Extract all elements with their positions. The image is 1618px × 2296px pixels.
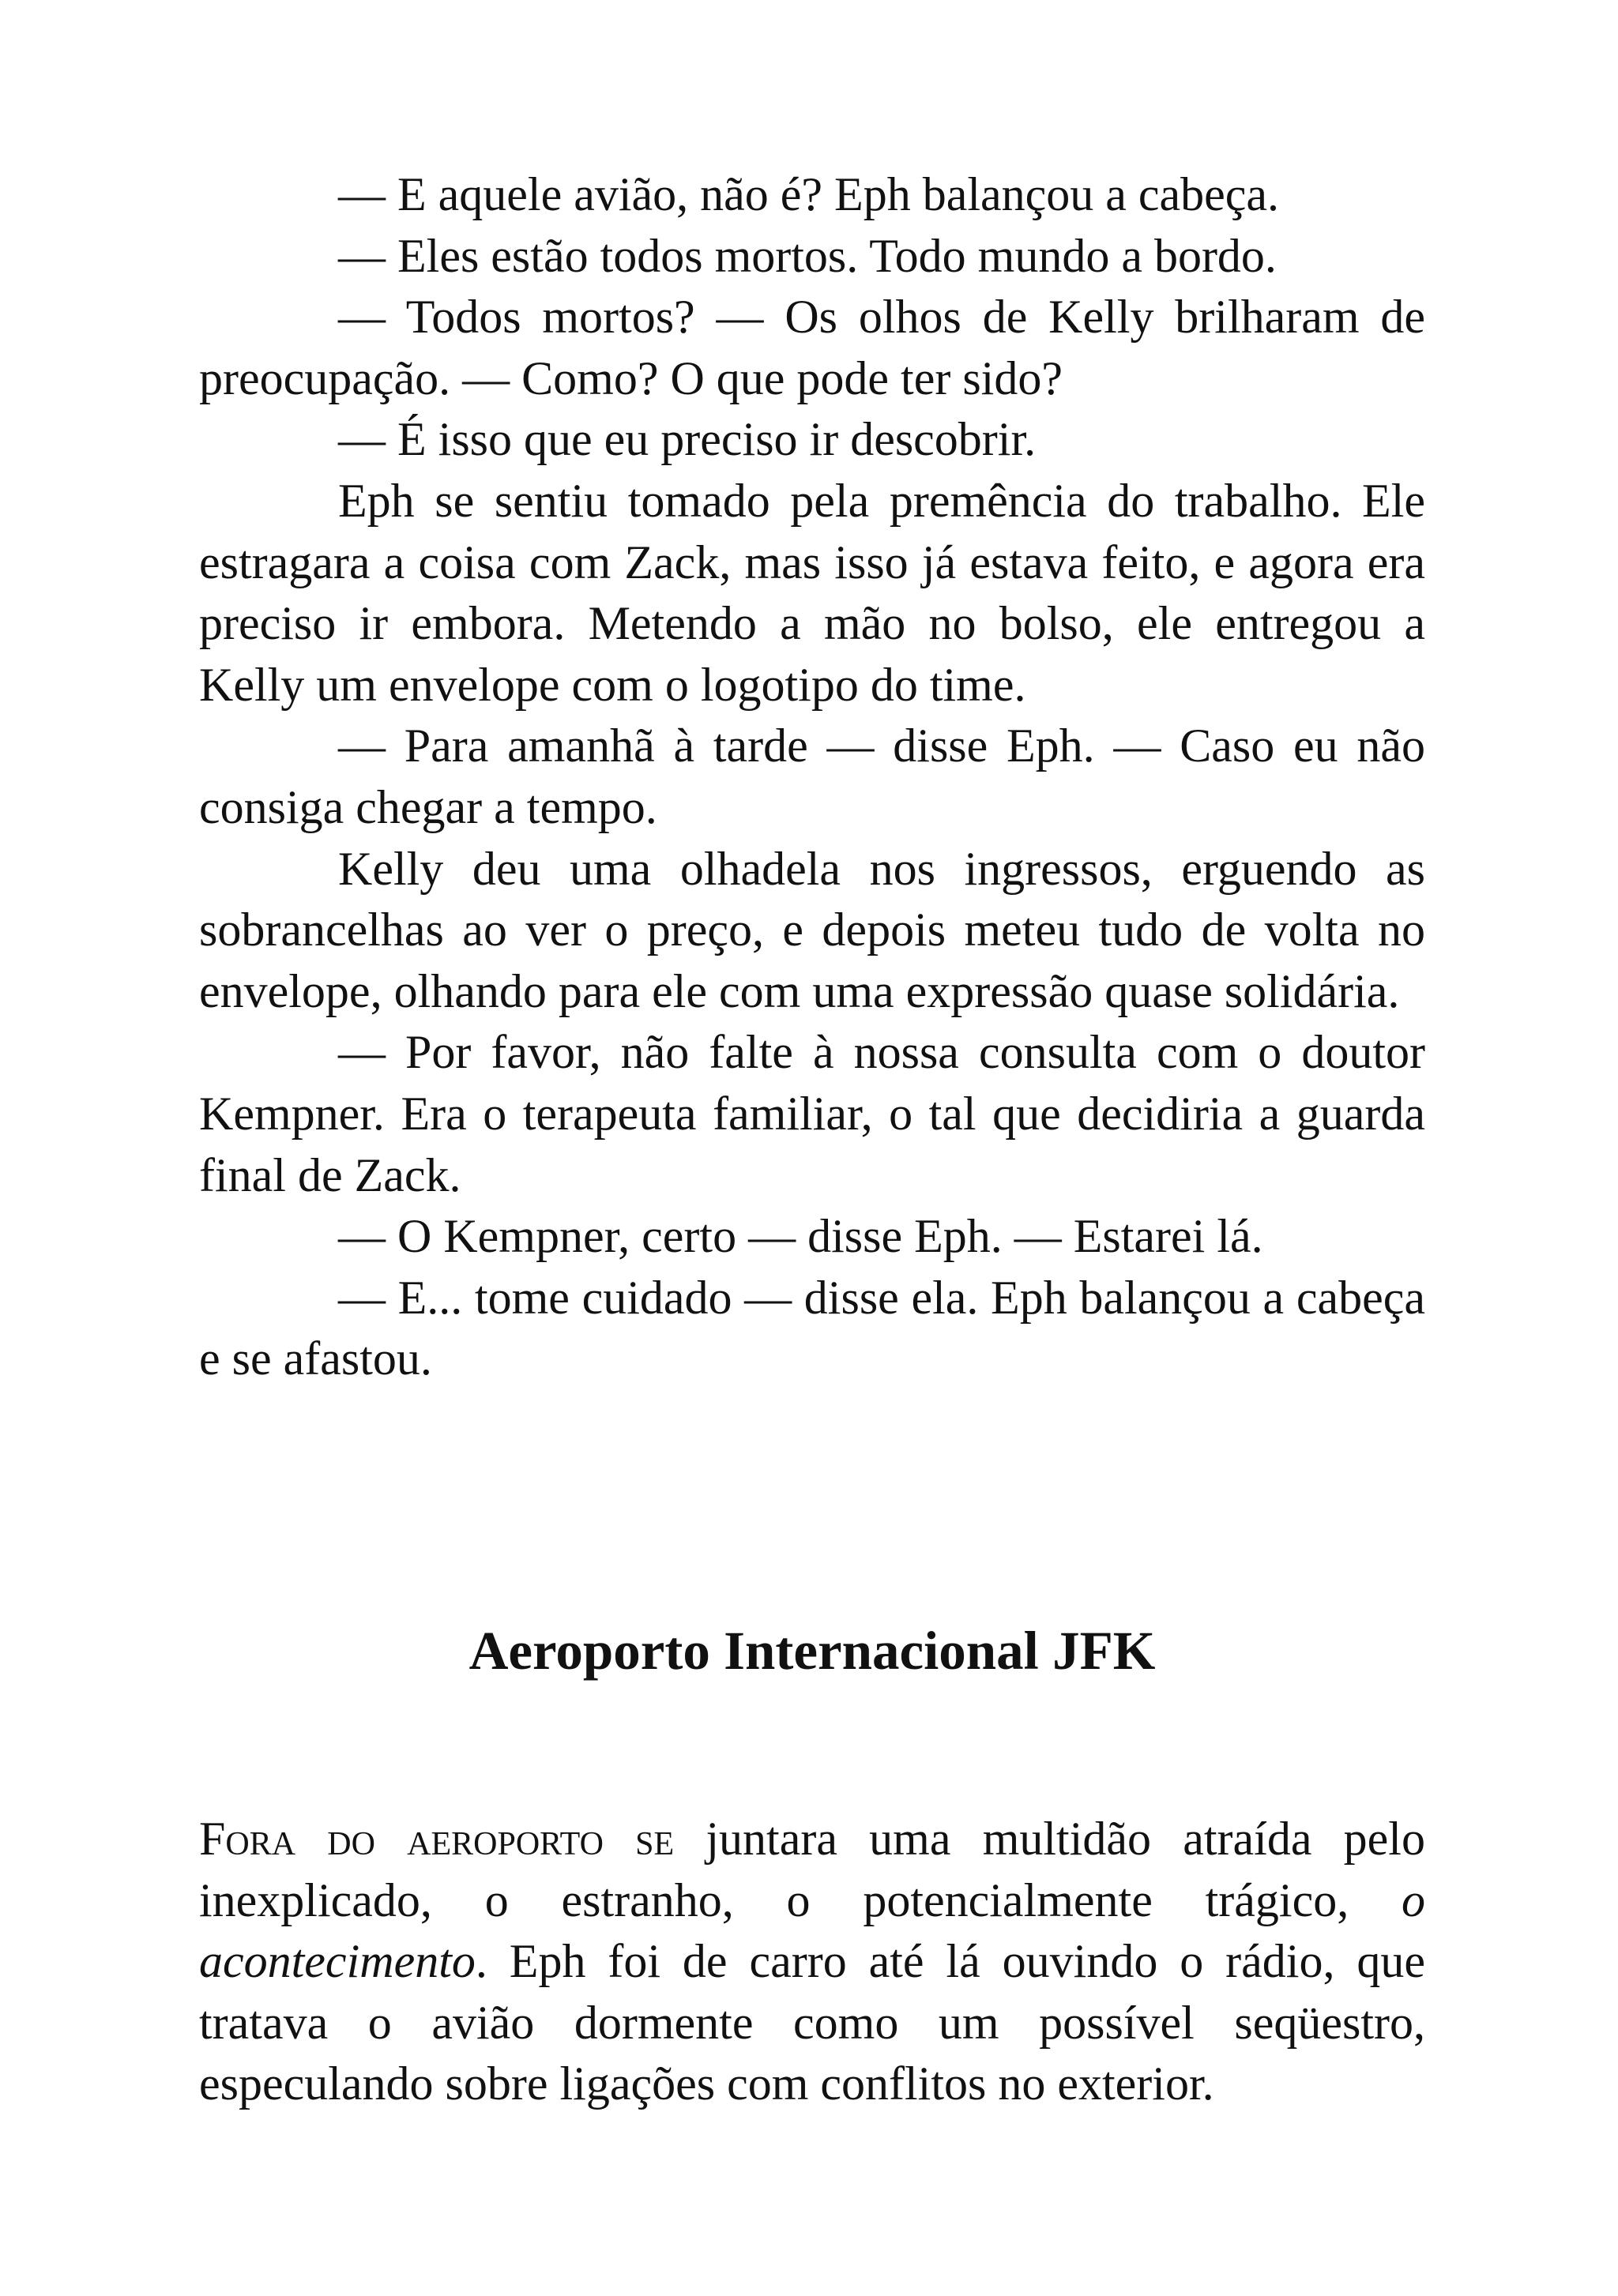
paragraph-3: — Todos mortos? — Os olhos de Kelly brilharam de preocupação. — Como? O que pode ter sido? <box>199 291 1425 404</box>
paragraph-7: Kelly deu uma olhadela nos ingressos, erguendo as sobrancelhas ao ver o preço, e depois meteu tudo de volta no envelope, olhando para ele com uma expressão quase solidária. <box>199 842 1425 1017</box>
paragraph-5: Eph se sentiu tomado pela premência do trabalho. Ele estragara a coisa com Zack, mas isso já estava feito, e agora era preciso ir embora. Metendo a mão no bolso, ele entregou a Kelly um envelope com o logotipo do time. <box>199 474 1425 711</box>
section-body <box>199 1809 1425 2115</box>
book-page <box>199 164 1425 2110</box>
smallcaps-opening: Fora do aeroporto se <box>199 1813 675 1865</box>
paragraph-6: — Para amanhã à tarde — disse Eph. — Caso eu não consiga chegar a tempo. <box>199 720 1425 833</box>
paragraph-8: — Por favor, não falte à nossa consulta com o doutor Kempner. Era o terapeuta familiar, o tal que decidiria a guarda final de Zack. <box>199 1026 1425 1201</box>
paragraph-4: — É isso que eu preciso ir descobrir. <box>338 413 1037 466</box>
text-after-italic: . Eph foi de carro até lá ouvindo o rádio, que tratava o avião dormente como um possível seqüestro, especulando sobre ligações com conflitos no exterior. <box>199 1935 1425 2110</box>
paragraph-9: — O Kempner, certo — disse Eph. — Estarei lá. <box>338 1210 1263 1263</box>
section-paragraph <box>199 1809 1425 2115</box>
section-heading: Aeroporto Internacional JFK <box>468 1621 1156 1681</box>
paragraph-1: — E aquele avião, não é? Eph balançou a cabeça. <box>338 168 1280 220</box>
dialogue-block <box>199 164 1425 1390</box>
text-before-italic: juntara uma multidão atraída pelo inexplicado, o estranho, o potencialmente trágico, <box>199 1813 1425 1926</box>
italic-phrase: o acontecimento <box>199 1873 1425 1988</box>
paragraph-10: — E... tome cuidado — disse ela. Eph balançou a cabeça e se afastou. <box>199 1271 1425 1385</box>
paragraph-2: — Eles estão todos mortos. Todo mundo a bordo. <box>338 229 1277 282</box>
